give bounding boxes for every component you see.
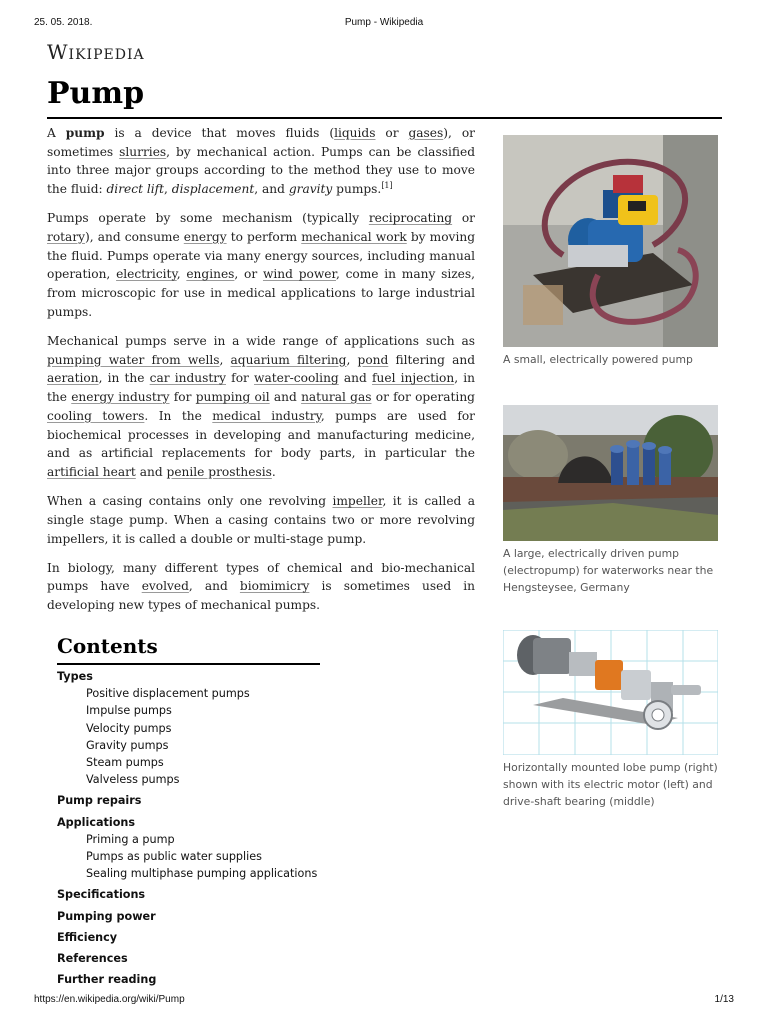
toc-subitem[interactable]: Valveless pumps [86,773,180,787]
page-number: 1/13 [714,994,734,1005]
toc-subitem[interactable]: Velocity pumps [86,721,172,735]
link-energy[interactable]: energy [183,230,227,245]
toc-item-further-reading[interactable]: Further reading [57,973,157,987]
toc-subitem[interactable]: Steam pumps [86,756,164,770]
link-energy-industry[interactable]: energy industry [71,390,170,405]
link-slurries[interactable]: slurries [119,144,167,159]
wikipedia-wordmark[interactable]: Wikipedia [47,40,145,64]
print-url[interactable]: https://en.wikipedia.org/wiki/Pump [34,994,185,1005]
toc-subitem[interactable]: Priming a pump [86,832,175,846]
link-liquids[interactable]: liquids [334,126,376,140]
link-pumping-water-from-wells[interactable]: pumping water from wells [47,352,220,367]
toc-item-references[interactable]: References [57,952,128,966]
paragraph-stages: When a casing contains only one revolving impeller, it is called a single stage pump. When a casing contains two or more revolving impellers, it is called a double or multi-stage pump. [47,494,475,546]
toc-subitem[interactable]: Sealing multiphase pumping applications [86,867,318,881]
link-biomimicry[interactable]: biomimicry [239,579,310,594]
link-natural-gas[interactable]: natural gas [301,390,372,405]
bold-term-pump: pump [65,126,105,140]
link-car-industry[interactable]: car industry [149,371,227,386]
print-footer [34,994,734,1008]
link-aquarium-filtering[interactable]: aquarium filtering [230,352,347,367]
toc-item-applications[interactable]: Applications [57,815,136,829]
link-cooling-towers[interactable]: cooling towers [47,408,145,423]
print-date: 25. 05. 2018. [34,17,93,28]
paragraph-intro: A pump is a device that moves fluids (liquids or gases), or sometimes slurries, by mechanical action. Pumps can be classified into three major groups according to the method they use to move the fluid: direct lift, displacement, and gravity pumps.[1] [47,126,475,197]
photo-large-pump[interactable] [503,405,718,541]
toc-subitem[interactable]: Gravity pumps [86,738,169,752]
link-penile-prosthesis[interactable]: penile prosthesis [166,464,272,479]
toc-subitem[interactable]: Pumps as public water supplies [86,850,262,864]
link-fuel-injection[interactable]: fuel injection [372,371,455,386]
print-doc-title: Pump - Wikipedia [344,17,424,28]
figure-lobe-pump [503,630,718,810]
link-artificial-heart[interactable]: artificial heart [47,464,136,479]
figure-large-pump [503,405,718,596]
toc-subitem[interactable]: Positive displacement pumps [86,687,250,701]
link-aeration[interactable]: aeration [47,371,99,386]
link-rotary[interactable]: rotary [47,230,86,245]
figure-caption: Horizontally mounted lobe pump (right) shown with its electric motor (left) and drive-shaft bearing (middle) [503,761,718,808]
title-divider [47,117,722,119]
link-engines[interactable]: engines [186,267,235,282]
table-of-contents [57,668,377,988]
print-header [34,17,734,31]
link-water-cooling[interactable]: water-cooling [254,371,339,386]
link-pond[interactable]: pond [357,352,389,367]
link-electricity[interactable]: electricity [116,267,177,282]
figure-caption: A small, electrically powered pump [503,353,693,366]
article-body [47,124,475,625]
toc-item-types[interactable]: Types [57,670,93,683]
link-wind-power[interactable]: wind power [262,267,336,282]
link-impeller[interactable]: impeller [332,494,383,509]
link-mechanical-work[interactable]: mechanical work [301,230,407,245]
figure-caption: A large, electrically driven pump (electropump) for waterworks near the Hengsteysee, Germany [503,547,714,594]
paragraph-biology: In biology, many different types of chemical and bio-mechanical pumps have evolved, and biomimicry is sometimes used in developing new types of mechanical pumps. [47,560,475,613]
paragraph-applications: Mechanical pumps serve in a wide range of applications such as pumping water from wells, aquarium filtering, pond filtering and aeration, in the car industry for water-cooling and fuel injection, in the energy industry for pumping oil and natural gas or for operating cooling towers. In the medical industry, pumps are used for biochemical processes in developing and manufacturing medicine, and as artificial replacements for body parts, in particular the artificial heart and penile prosthesis. [47,334,476,479]
contents-heading: Contents [57,634,158,658]
photo-lobe-pump[interactable] [503,630,718,755]
page-title: Pump [47,76,145,111]
contents-divider [57,663,320,665]
reference-link-1[interactable]: [1] [381,181,393,191]
photo-small-pump[interactable] [503,135,718,347]
toc-item-efficiency[interactable]: Efficiency [57,930,118,944]
toc-item-specifications[interactable]: Specifications [57,888,146,902]
toc-item-pump-repairs[interactable]: Pump repairs [57,794,142,808]
link-pumping-oil[interactable]: pumping oil [195,390,270,405]
figure-small-pump [503,135,718,368]
paragraph-mechanism: Pumps operate by some mechanism (typically reciprocating or rotary), and consume energy to perform mechanical work by moving the fluid. Pumps operate via many energy sources, including manual operation, electricity, engines, or wind power, come in many sizes, from microscopic for use in medical applications to large industrial pumps. [47,211,475,319]
toc-subitem[interactable]: Impulse pumps [86,704,172,718]
link-reciprocating[interactable]: reciprocating [368,211,453,226]
link-evolved[interactable]: evolved [141,579,189,594]
link-gases[interactable]: gases [408,126,444,140]
toc-item-pumping-power[interactable]: Pumping power [57,909,156,923]
link-medical-industry[interactable]: medical industry [212,408,321,423]
